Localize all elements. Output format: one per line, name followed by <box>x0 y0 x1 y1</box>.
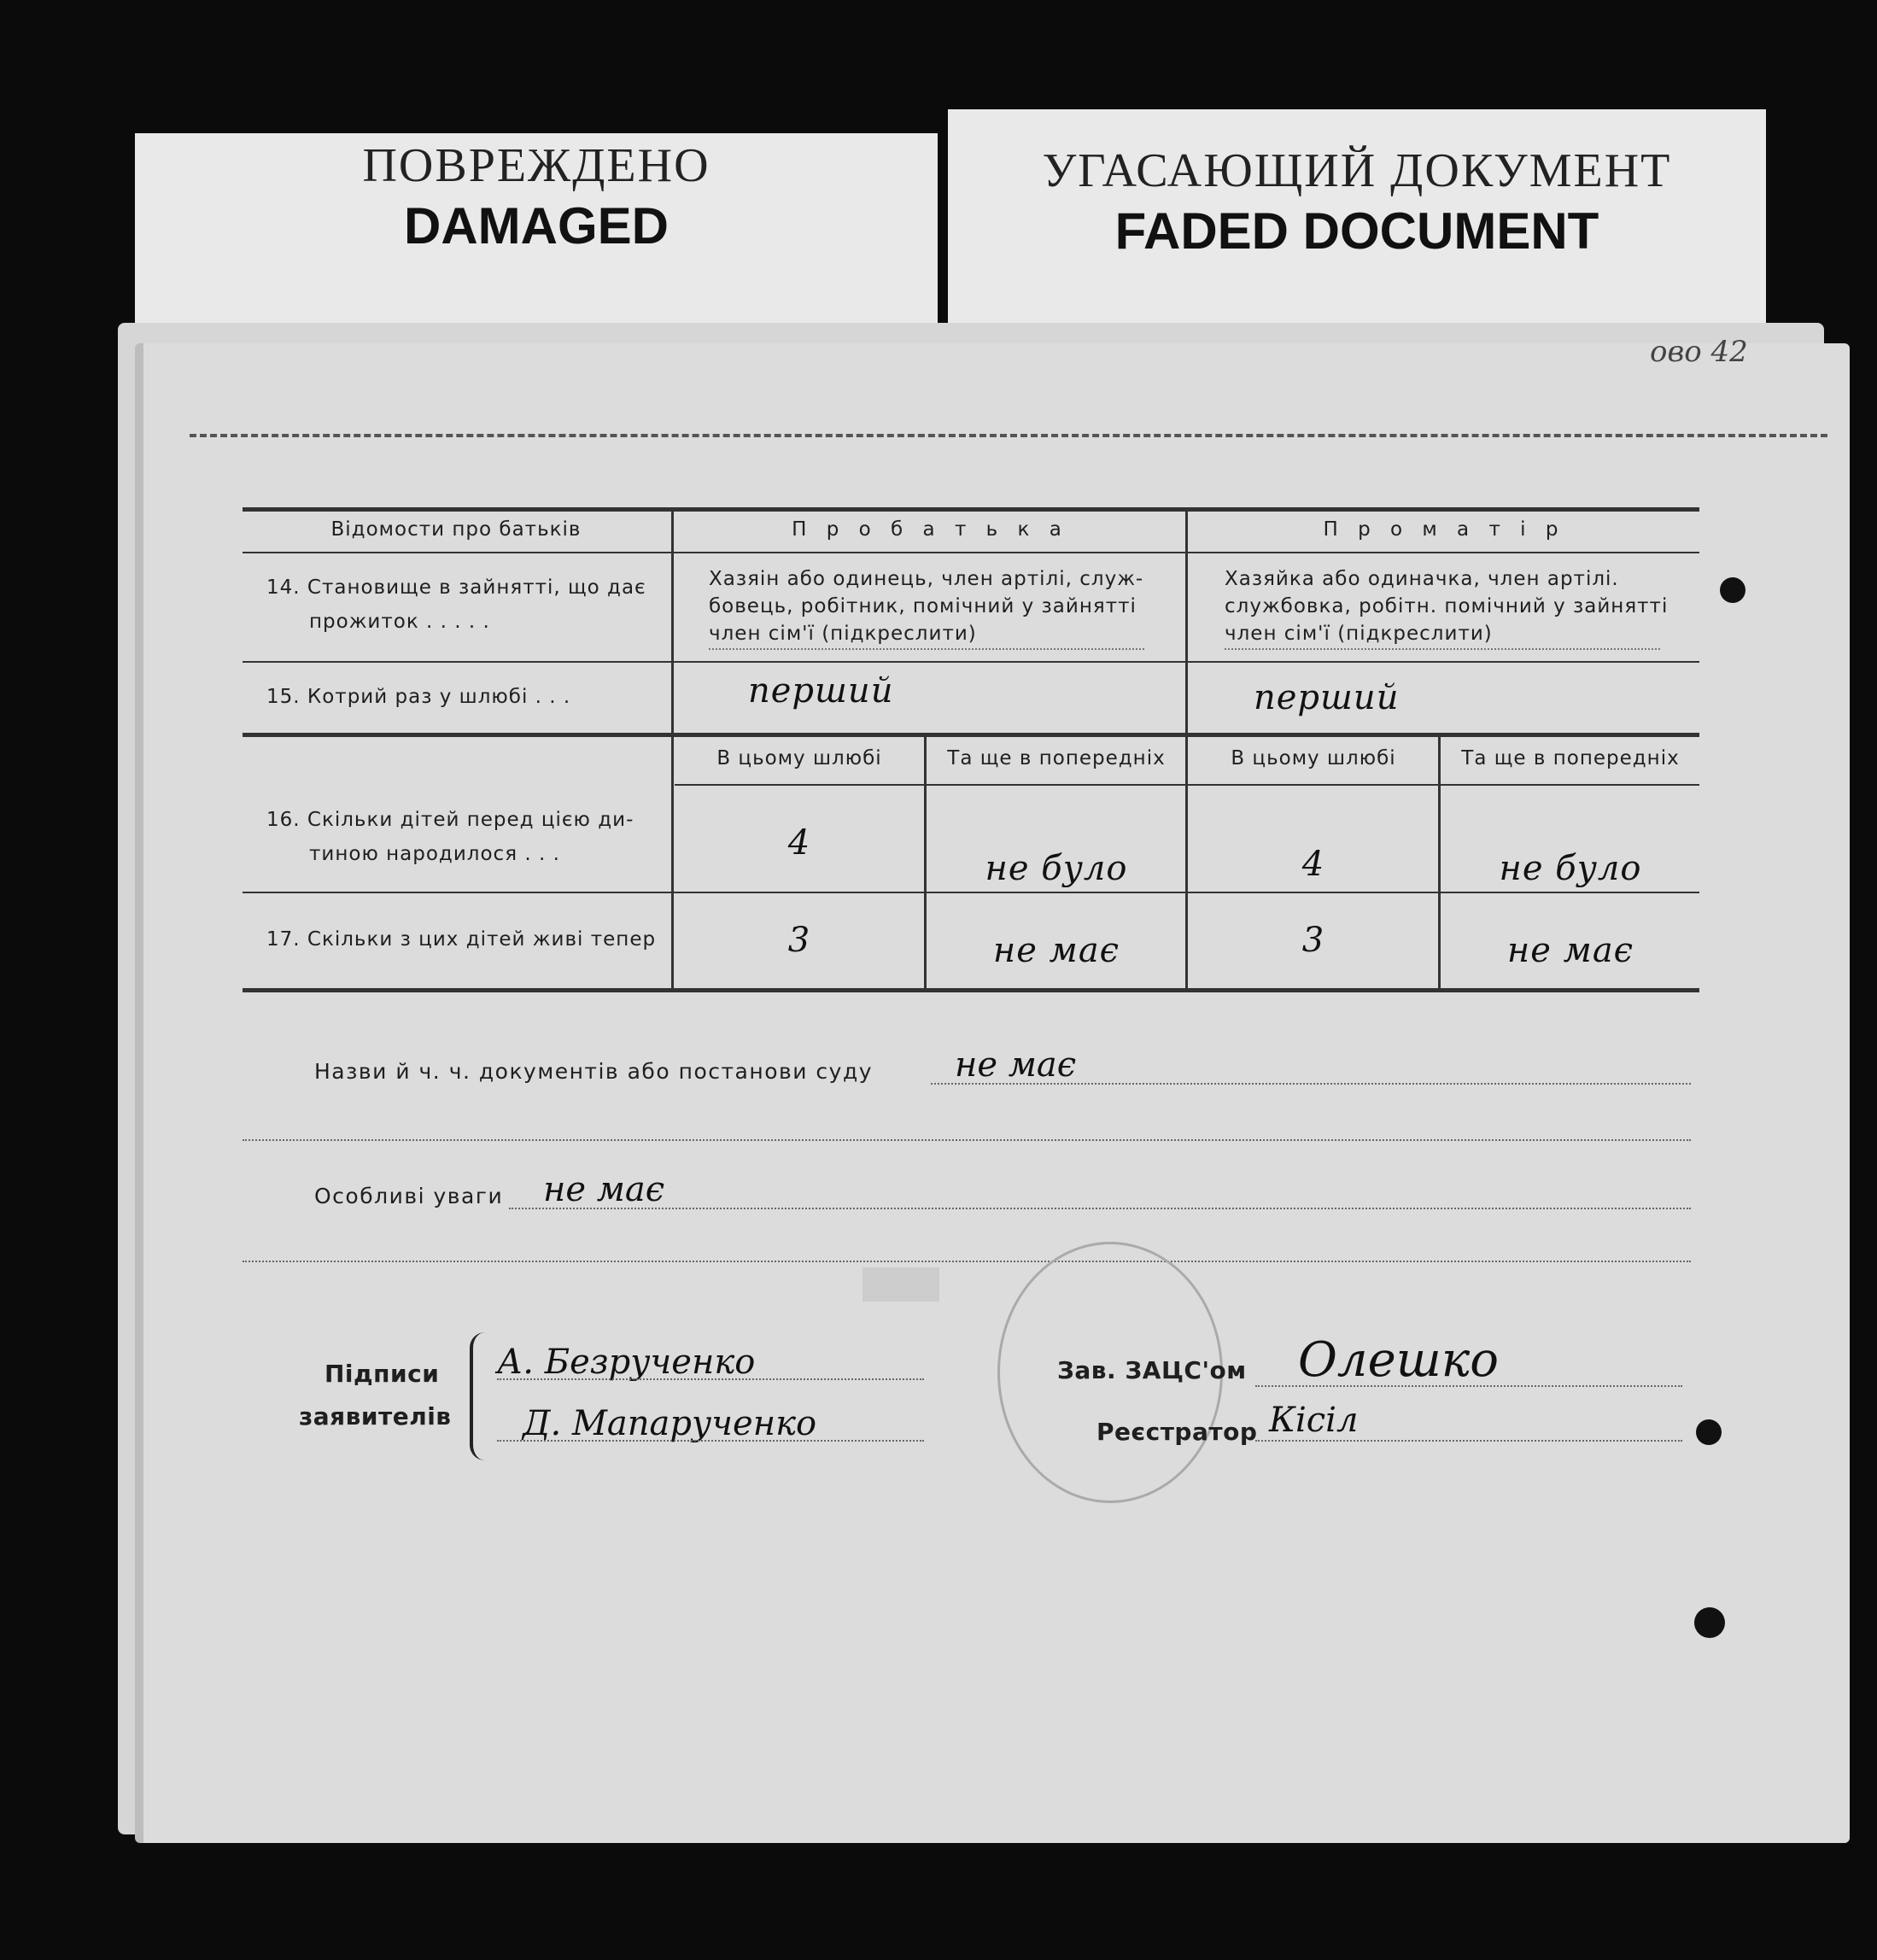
row14-mother-2: службовка, робітн. помічний у зайнятті <box>1225 595 1669 617</box>
row15-mother-value: перший <box>1254 678 1400 717</box>
header-father: П р о б а т ь к а <box>792 518 1068 541</box>
damaged-label-cyrillic: ПОВРЕЖДЕНО <box>362 139 710 192</box>
row16-mother-prev: не було <box>1499 849 1642 888</box>
row14-father-3: член сім'ї (підкреслити) <box>709 620 1144 650</box>
applicants-label-1: Підписи <box>325 1360 440 1388</box>
remarks-label: Особливі уваги <box>314 1184 504 1208</box>
row17-mother-this: 3 <box>1301 921 1325 960</box>
header-mother: П р о м а т і р <box>1323 518 1565 541</box>
faded-label-card <box>948 109 1766 340</box>
row17-mother-prev: не має <box>1506 931 1634 970</box>
applicant-signature-1: А. Безрученко <box>497 1343 756 1382</box>
sub-father-this: В цьому шлюбі <box>716 747 882 769</box>
row15-father-value: перший <box>748 671 894 711</box>
row16-mother-this: 4 <box>1301 845 1325 884</box>
registrar-label: Реєстратор <box>1096 1418 1258 1446</box>
row16-father-this: 4 <box>787 823 811 863</box>
header-info: Відомости про батьків <box>330 518 582 541</box>
sub-mother-this: В цьому шлюбі <box>1231 747 1396 769</box>
faded-label-latin: FADED DOCUMENT <box>1114 202 1599 260</box>
documents-value: не має <box>955 1045 1077 1085</box>
applicants-label-2: заявителів <box>299 1402 452 1431</box>
damaged-label-latin: DAMAGED <box>404 197 669 255</box>
applicant-signature-2: Д. Мапарученко <box>523 1404 817 1443</box>
registrar-signature: Кісіл <box>1269 1401 1359 1440</box>
damaged-label-card <box>135 133 938 347</box>
parents-table <box>243 507 1699 991</box>
sub-father-prev: Та ще в попередніх <box>947 747 1166 769</box>
head-label: Зав. ЗАЦС'ом <box>1057 1356 1247 1384</box>
folio-number: ово 42 <box>1650 335 1748 369</box>
row14-father-1: Хазяін або одинець, член артілі, служ- <box>709 568 1144 590</box>
row14-father-2: бовець, робітник, помічний у зайнятті <box>709 595 1137 617</box>
row17-label: 17. Скільки з цих дітей живі тепер <box>266 928 657 951</box>
row16-label-1: 16. Скільки дітей перед цією ди- <box>266 809 634 831</box>
faded-label-cyrillic: УГАСАЮЩИЙ ДОКУМЕНТ <box>1042 144 1672 197</box>
row14-label-2: прожиток . . . . . <box>309 611 490 633</box>
row14-mother-3: член сім'ї (підкреслити) <box>1225 620 1660 650</box>
row16-father-prev: не було <box>985 849 1128 888</box>
remarks-value: не має <box>543 1170 665 1209</box>
signature-brace <box>470 1332 488 1460</box>
row16-label-2: тиною народилося . . . <box>309 843 560 865</box>
row17-father-this: 3 <box>787 921 811 960</box>
sub-mother-prev: Та ще в попередніх <box>1461 747 1680 769</box>
head-signature: Олешко <box>1298 1332 1499 1388</box>
faint-stamp <box>862 1267 939 1302</box>
cut-line <box>190 434 1827 437</box>
row15-label: 15. Котрий раз у шлюбі . . . <box>266 686 571 708</box>
documents-label: Назви й ч. ч. документів або постанови суду <box>314 1059 874 1084</box>
row14-mother-1: Хазяйка або одиначка, член артілі. <box>1225 568 1619 590</box>
row14-label-1: 14. Становище в зайнятті, що дає <box>266 576 646 599</box>
row17-father-prev: не має <box>992 931 1120 970</box>
